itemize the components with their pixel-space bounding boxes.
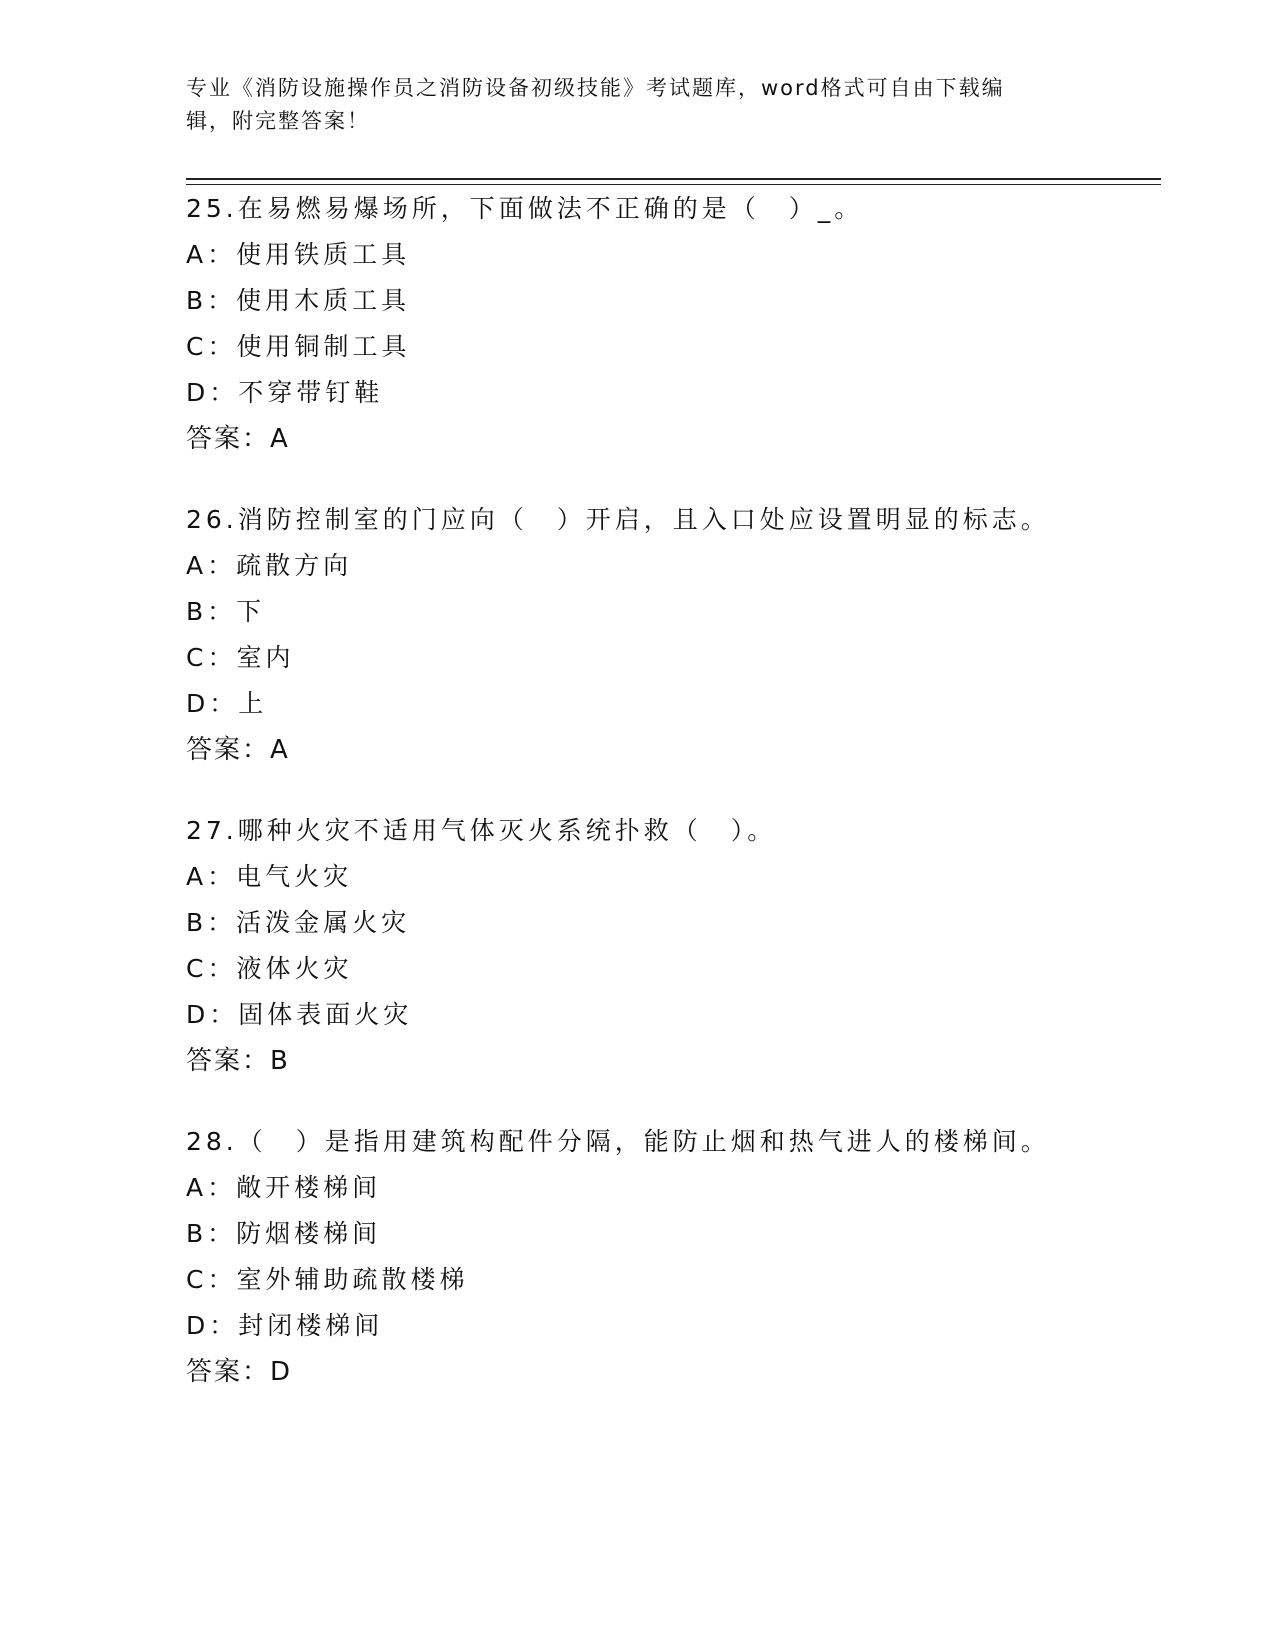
header-divider-thin <box>186 184 1161 185</box>
answer-label: 答案： <box>186 1046 271 1076</box>
option-b: B：活泼金属火灾 <box>186 908 411 937</box>
option-d: D：不穿带钉鞋 <box>186 378 384 407</box>
option-c: C：液体火灾 <box>186 954 353 983</box>
header-line-1: 专业《消防设施操作员之消防设备初级技能》考试题库，word格式可自由下载编 <box>186 76 1005 100</box>
header-divider-thick <box>186 178 1161 180</box>
question-stem: 27.哪种火灾不适用气体灭火系统扑救（ ）。 <box>186 816 777 845</box>
question-26 <box>186 497 1161 773</box>
option-a: A：使用铁质工具 <box>186 240 411 269</box>
option-a: A：敞开楼梯间 <box>186 1173 382 1202</box>
question-stem: 25.在易燃易爆场所，下面做法不正确的是（ ）_。 <box>186 194 864 223</box>
document-header <box>186 72 1066 138</box>
question-25 <box>186 186 1161 462</box>
option-c: C：使用铜制工具 <box>186 332 411 361</box>
answer-value: A <box>270 735 289 765</box>
answer-value: D <box>270 1357 292 1387</box>
answer-line <box>186 416 1161 462</box>
answer-label: 答案： <box>186 735 271 765</box>
header-line-2: 辑，附完整答案！ <box>186 109 370 133</box>
option-b: B：防烟楼梯间 <box>186 1219 382 1248</box>
answer-label: 答案： <box>186 1357 271 1387</box>
option-d: D：封闭楼梯间 <box>186 1311 384 1340</box>
answer-line <box>186 1038 1161 1084</box>
option-d: D：上 <box>186 689 268 718</box>
option-d: D：固体表面火灾 <box>186 1000 413 1029</box>
option-b: B：下 <box>186 597 266 626</box>
option-c: C：室内 <box>186 643 295 672</box>
question-27 <box>186 808 1161 1084</box>
option-a: A：疏散方向 <box>186 551 353 580</box>
answer-value: B <box>270 1046 289 1076</box>
answer-value: A <box>270 424 289 454</box>
option-a: A：电气火灾 <box>186 862 353 891</box>
answer-line <box>186 1349 1161 1395</box>
question-stem: 28.（ ）是指用建筑构配件分隔，能防止烟和热气进人的楼梯间。 <box>186 1127 1050 1156</box>
question-stem: 26.消防控制室的门应向（ ）开启，且入口处应设置明显的标志。 <box>186 505 1050 534</box>
option-c: C：室外辅助疏散楼梯 <box>186 1265 469 1294</box>
answer-line <box>186 727 1161 773</box>
answer-label: 答案： <box>186 424 271 454</box>
question-28 <box>186 1119 1161 1395</box>
option-b: B：使用木质工具 <box>186 286 411 315</box>
